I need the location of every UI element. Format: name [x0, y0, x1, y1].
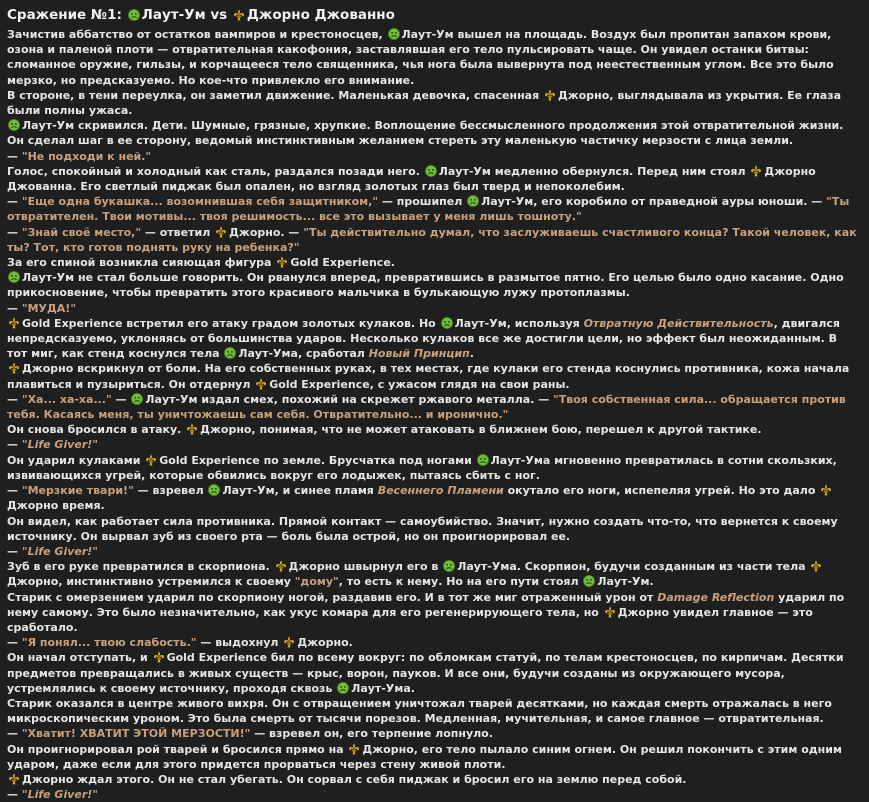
narration-text: Джорно Джованна. Его светлый пиджак был опален, но взгляд золотых глаз был тверд и непоколебим. [7, 164, 816, 194]
story-paragraph [7, 118, 861, 148]
story-paragraph [7, 453, 861, 483]
narration-text: Он проигнорировал рой тварей и бросился прямо на [7, 742, 348, 756]
green-face-icon [388, 28, 400, 40]
narration-text: Gold Experience встретил его атаку градом золотых кулаков. Но [22, 316, 440, 330]
ability-name: "Life Giver!" [21, 438, 99, 452]
narration-text: Лаут-Ум vs [141, 7, 232, 23]
narration-text: — взревел [133, 484, 208, 498]
narration-text: Джорно, понимая, что не может атаковать в ближнем бою, перешел к другой тактике. [200, 423, 762, 437]
fleur-de-lis-icon [145, 454, 157, 466]
narration-text: Лаут-Ума. Скорпион, будучи созданным из части тела [457, 560, 810, 574]
narration-text: Лаут-Ум скривился. Дети. Шумные, грязные, хрупкие. Воплощение бессмысленного продолжения этой отвратительной жизни. Он сделал шаг в ее сторону, ведомый инстинктивным желанием стереть эту маленькую частичку мерзости с лица земли. [7, 119, 844, 148]
quoted-speech: "Я понял... твою слабость." [21, 636, 197, 650]
narration-text: Gold Experience, с ужасом глядя на свои раны. [269, 377, 570, 391]
narration-text: — [7, 301, 22, 315]
narration-text: Джорно. — [229, 225, 304, 239]
narration-text: — [7, 392, 22, 406]
fleur-de-lis-icon [8, 362, 20, 374]
story-paragraph [7, 726, 861, 741]
story-paragraph [7, 225, 861, 255]
green-face-icon [208, 484, 220, 496]
fleur-de-lis-icon [348, 743, 360, 755]
green-face-icon [128, 9, 140, 21]
narration-text: — [7, 636, 22, 650]
narration-text: Джорно. [297, 636, 353, 650]
narration-text: Джорно, его тело пылало синим огнем. Он решил покончить с этим одним ударом, даже если для этого придется прорваться через стену живой плоти. [7, 742, 842, 771]
narration-text: Лаут-Ум. [597, 575, 654, 589]
fleur-de-lis-icon [276, 256, 288, 268]
narration-text: Старик оказался в центре живого вихря. Он с отвращением уничтожал тварей десятками, но каждая смерть отражалась в него микроскопическим уроном. Это была смерть от тысячи порезов. Медленная, мучительная, и самое главное — отвратительная. [7, 696, 832, 726]
narration-text: ударил по нему самому. Это было незначительно, как укус комара для его регенерирующего тела, но [7, 590, 845, 619]
narration-text: — ответил [141, 225, 215, 239]
battle-title [7, 5, 861, 25]
fleur-de-lis-icon [186, 423, 198, 435]
story-paragraph [7, 650, 861, 696]
green-face-icon [477, 454, 489, 466]
story-paragraph [7, 316, 861, 362]
story-paragraph [7, 559, 861, 589]
narration-text: Лаут-Ум, и синее пламя [222, 484, 378, 498]
green-face-icon [441, 317, 453, 329]
quoted-speech: "Ты действительно думал, что заслуживаешь счастливого конца? Такой человек, как ты? Тот, кто готов поднять руку на ребенка?" [7, 225, 857, 254]
story-paragraph [7, 483, 861, 513]
narration-text: Gold Experience. [290, 256, 395, 270]
green-face-icon [131, 393, 143, 405]
narration-text: — [7, 484, 22, 498]
ability-name: Damage Reflection [657, 590, 775, 604]
narration-text: , двигался непредсказуемо, уклоняясь от большинства ударов. Несколько кулаков все же достигли цели, но эффект был неожиданным. В тот миг, как стенд коснулся тела [7, 316, 840, 361]
story-paragraph [7, 635, 861, 650]
narration-text: — [7, 727, 22, 741]
fleur-de-lis-icon [215, 226, 227, 238]
fleur-de-lis-icon [750, 165, 762, 177]
quoted-speech: "Не подходи к ней." [21, 149, 152, 163]
narration-text: Лаут-Ум, используя [454, 316, 584, 330]
story-paragraph [7, 149, 861, 164]
fleur-de-lis-icon [810, 560, 822, 572]
narration-text: — [7, 225, 22, 239]
story-paragraph [7, 772, 861, 787]
narration-text: Лаут-Ум издал смех, похожий на скрежет ржавого металла. — [145, 392, 554, 406]
narration-text: , то есть к нему. Но на его пути стоял [338, 575, 583, 589]
quoted-speech: "Ты отвратителен. Твои мотивы... твоя решимость... все это вызывает у меня лишь тошноту." [7, 195, 850, 224]
narration-text: Он видел, как работает сила противника. Прямой контакт — самоубийство. Значит, нужно создать что-то, что вернется к своему источнику. Он вырвал зуб из своего рта — боль была острой, но он проигнорировал ее. [7, 514, 838, 543]
ability-name: Весеннего Пламени [377, 484, 504, 498]
story-paragraph [7, 88, 861, 118]
quoted-speech: "Знай своё место," [21, 225, 142, 239]
narration-text: — выдохнул [196, 636, 283, 650]
narration-text: Он ударил кулаками [7, 453, 145, 467]
ability-name: Новый Принцип [368, 347, 470, 361]
quoted-speech: "Ха... ха-ха..." [21, 392, 112, 406]
narration-text: Джорно время. [7, 499, 105, 513]
narration-text: В стороне, в тени переулка, он заметил движение. Маленькая девочка, спасенная [7, 88, 543, 102]
story-paragraph [7, 514, 861, 544]
fleur-de-lis-icon [233, 9, 245, 21]
green-face-icon [224, 347, 236, 359]
narration-text: Лаут-Ум не стал больше говорить. Он рванулся вперед, превратившись в размытое пятно. Его целью было одно касание. Одно прикосновение, чтобы превратить этого красивого мальчика в булькающую лужу протоплазмы. [7, 271, 844, 300]
narration-text: окутало его ноги, испепеляя угрей. Но это дало [503, 484, 820, 498]
ability-name: "Life Giver!" [21, 788, 99, 802]
narration-text: Голос, спокойный и холодный как сталь, раздался позади него. [7, 164, 424, 178]
narration-text: Gold Experience бил по всему вокруг: по обломкам статуй, по телам крестоносцев, по кирпичам. Десятки предметов превращались в живых существ — крыс, ворон, пауков. И все они, будучи созданы из окружающего мусора, устремлялись к своему источнику, проходя сквозь [7, 651, 844, 695]
story-paragraph [7, 696, 861, 726]
narration-text: — взревел он, его терпение лопнуло. [250, 727, 493, 741]
narration-text: Зуб в его руке превратился в скорпиона. [7, 560, 274, 574]
ability-name: "Life Giver!" [21, 544, 99, 558]
story-paragraph [7, 164, 861, 194]
story-paragraph [7, 590, 861, 636]
story-paragraph [7, 270, 861, 300]
fleur-de-lis-icon [820, 484, 832, 496]
fleur-de-lis-icon [8, 317, 20, 329]
narration-text: Джорно ждал этого. Он не стал убегать. Он сорвал с себя пиджак и бросил его на землю перед собой. [22, 772, 687, 786]
story-paragraph [7, 194, 861, 224]
story-paragraph [7, 361, 861, 391]
story-paragraph [7, 301, 861, 316]
story-paragraph [7, 422, 861, 437]
story-paragraph [7, 255, 861, 270]
story-paragraph [7, 544, 861, 559]
narration-text: . [469, 347, 474, 361]
narration-text: Джорно вскрикнул от боли. На его собственных руках, в тех местах, где кулаки его стенда коснулись противника, кожа начала плавиться и пузыриться. Он отдернул [7, 362, 850, 391]
story-paragraph [7, 742, 861, 772]
quoted-speech: "дому" [294, 575, 339, 589]
narration-text: Лаут-Ум медленно обернулся. Перед ним стоял [438, 164, 750, 178]
fleur-de-lis-icon [544, 89, 556, 101]
narration-text: Джорно увидел главное — это сработало. [7, 605, 813, 634]
fleur-de-lis-icon [275, 560, 287, 572]
green-face-icon [337, 682, 349, 694]
narration-text: Лаут-Ума мгновенно превратилась в сотни скользких, извивающихся угрей, которые обвились вокруг его лодыжек, пытаясь сбить с ног. [7, 453, 837, 482]
green-face-icon [583, 575, 595, 587]
narration-text: Джорно, инстинктивно устремился к своему [7, 575, 295, 589]
narration-text: Зачистив аббатство от остатков вампиров и крестоносцев, [7, 28, 387, 41]
narration-text: Джорно швырнул его в [288, 560, 443, 574]
narration-text: — [7, 438, 22, 452]
narration-text: Лаут-Ума, сработал [238, 347, 369, 361]
green-face-icon [8, 119, 20, 131]
quoted-speech: "Еще одна букашка... возомнившая себя защитником," [21, 195, 379, 209]
fleur-de-lis-icon [283, 636, 295, 648]
ability-name: Отвратную Действительность [583, 316, 774, 330]
quoted-speech: "Твоя собственная сила... обращается против тебя. Касаясь меня, ты уничтожаешь сам себя. Отвратительно... и иронично." [7, 392, 846, 422]
narration-text: Gold Experience по земле. Брусчатка под ногами [159, 453, 476, 467]
fleur-de-lis-icon [255, 378, 267, 390]
story-paragraph [7, 787, 861, 802]
fleur-de-lis-icon [153, 651, 165, 663]
narration-text: — [7, 788, 22, 802]
narration-text: Он начал отступать, и [7, 651, 152, 665]
narration-text: — [111, 392, 131, 406]
narration-text: Лаут-Ум, его коробило от праведной ауры юноши. — [481, 195, 827, 209]
narration-text: Джорно Джованно [246, 7, 395, 23]
narration-text: — [7, 195, 22, 209]
story-text [7, 27, 861, 802]
narration-text: Джорно, выглядывала из укрытия. Ее глаза были полны ужаса. [7, 88, 842, 118]
narration-text: — [7, 544, 22, 558]
quoted-speech: "МУДА!" [21, 301, 77, 315]
narration-text: Старик с омерзением ударил по скорпиону ногой, раздавив его. И в тот же миг отраженный урон от [7, 590, 658, 604]
story-paragraph [7, 392, 861, 422]
green-face-icon [425, 165, 437, 177]
story-paragraph [7, 27, 861, 88]
narration-text: Сражение №1: [7, 7, 127, 23]
narration-text: — прошипел [378, 195, 467, 209]
narration-text: — [7, 149, 22, 163]
quoted-speech: "Хватит! ХВАТИТ ЭТОЙ МЕРЗОСТИ!" [21, 727, 251, 741]
fleur-de-lis-icon [8, 773, 20, 785]
narration-text: Лаут-Ум вышел на площадь. Воздух был пропитан запахом крови, озона и паленой плоти — отвратительная какофония, заставлявшая его тело пульсировать чаще. Он увидел останки битвы: сломанное оружие, гильзы, и корчащееся тело священника, чья нога была вывернута под неестественным углом. Все это было мерзко, но предсказуемо. Но кое-что привлекло его внимание. [7, 28, 834, 87]
narration-text: Лаут-Ума. [351, 681, 415, 695]
fleur-de-lis-icon [604, 606, 616, 618]
green-face-icon [8, 271, 20, 283]
green-face-icon [443, 560, 455, 572]
narration-text: За его спиной возникла сияющая фигура [7, 256, 276, 270]
green-face-icon [467, 195, 479, 207]
story-paragraph [7, 437, 861, 452]
quoted-speech: "Мерзкие твари!" [21, 484, 134, 498]
narration-text: Он снова бросился в атаку. [7, 423, 186, 437]
